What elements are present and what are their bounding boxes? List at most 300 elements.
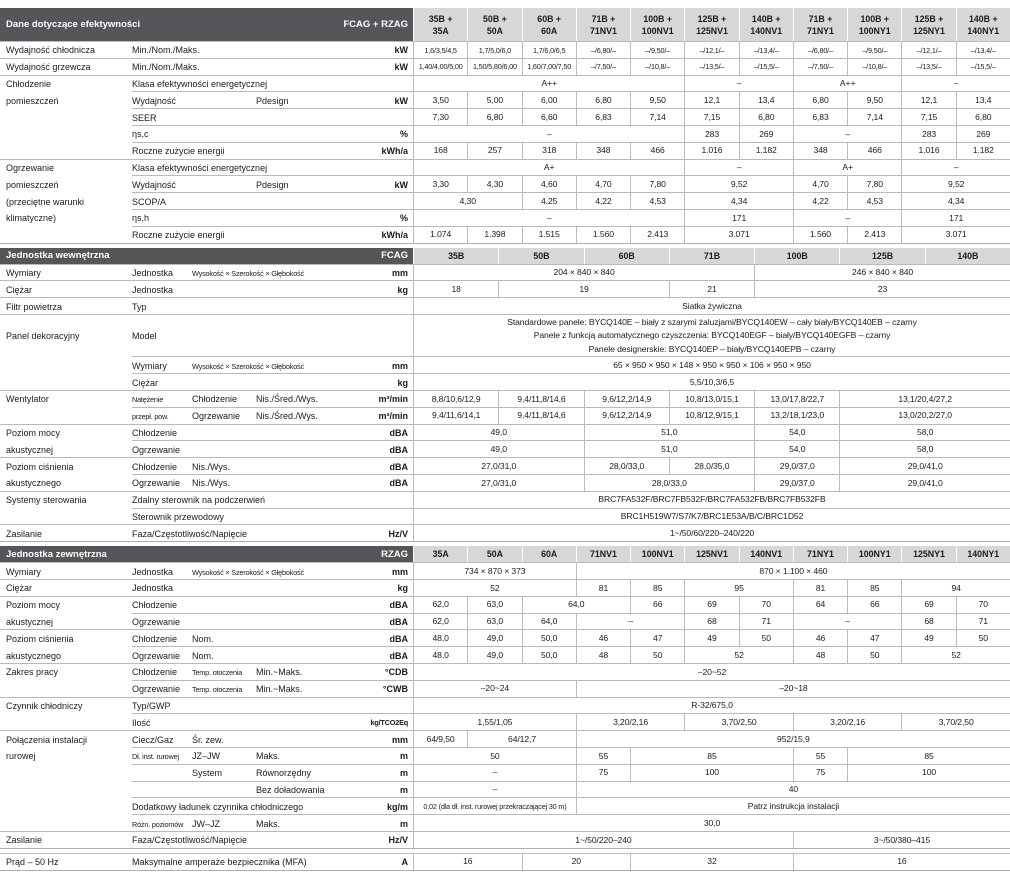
row-body [132,91,1010,108]
label-text: Poziom ciśnienia [6,461,74,472]
label-text: Chłodzenie [132,633,178,644]
row-label [0,75,132,92]
spec-cell: 46 [793,630,847,646]
row-sublabel [256,335,406,336]
spec-cell: 66 [630,597,684,613]
spec-row [0,58,1010,75]
row-sublabels [132,193,413,209]
spec-cell: 64/9,50 [413,731,467,747]
spec-cell: 47 [847,630,901,646]
row-cells [413,441,1010,457]
unit-label: kWh/a [381,146,408,157]
row-sublabels [132,42,413,58]
spec-row [0,697,1010,714]
row-cells [413,509,1010,525]
row-sublabel [132,566,192,577]
spec-cell: BRC1H519W7/S7/K7/BRC1E53A/B/C/BRC1D52 [413,509,1010,525]
label-text: Zasilanie [6,835,43,846]
unit-label [406,167,413,168]
spec-cell: 9,4/11,6/14,1 [413,408,498,424]
spec-cell: 2.413 [847,227,901,243]
label-text: Nom. [192,650,214,661]
spec-row [0,91,1010,108]
row-sublabels [132,441,413,457]
spec-cell: 3.071 [901,227,1010,243]
row-sublabel [132,511,224,522]
row-sublabel [289,234,380,235]
label-text: Dł. inst. rurowej [132,752,179,762]
unit-label: mm [391,734,408,745]
label-text: Chłodzenie [192,394,238,405]
spec-row [0,209,1010,226]
row-sublabel [256,683,381,694]
row-cells [413,92,1010,108]
spec-cell: 1,40/4,00/5,00 [413,59,467,75]
row-sublabel [192,650,256,661]
row-body [132,297,1010,314]
label-text: Ogrzewanie [132,617,181,627]
label-text: pomieszczeń [6,179,59,190]
spec-cell: 6,00 [522,92,576,108]
row-sublabel [192,621,256,622]
row-sublabels [132,281,413,297]
label-text: Min.~Maks. [256,667,303,678]
unit-label [406,306,413,307]
unit-label: kW [394,95,408,106]
row-sublabels [132,315,413,357]
spec-row [0,108,1010,125]
unit-label: mm [391,360,408,371]
row-body [132,209,1010,226]
label-text: Ciężar [132,377,159,388]
row-sublabels [132,227,413,243]
label-text: Min./Nom./Maks. [132,45,200,56]
spec-cell: – [901,160,1010,176]
row-cells [413,731,1010,747]
row-body [132,108,1010,125]
label-text: Równorzędny [256,768,312,779]
row-body [132,747,1010,764]
label-text: ηs,h [132,213,150,224]
spec-cell: 49 [901,630,955,646]
row-label [0,562,132,579]
row-sublabel [132,145,225,156]
spec-cell: 49,0 [467,647,521,663]
spec-cell: 46 [576,630,630,646]
row-body [132,373,1010,390]
spec-cell: 4,70 [576,176,630,192]
row-body [132,142,1010,159]
row-cells [413,854,1010,870]
spec-row [0,680,1010,697]
unit-label: m³/min [378,394,408,405]
row-cells [413,681,1010,697]
label-text: Jednostka [132,583,174,594]
row-body [132,226,1010,243]
label-text: Śr. zew. [192,734,224,745]
label-text: Ogrzewanie [132,478,181,489]
row-sublabel [256,432,388,433]
unit-label: m³/min [378,411,408,422]
spec-cell: 48 [793,647,847,663]
label-text: Panel dekoracyjny [6,331,80,342]
row-sublabel [256,750,398,761]
row-body [132,697,1010,714]
spec-cell: 870 × 1.100 × 460 [576,563,1010,579]
row-cells [413,475,1010,491]
spec-cell: 13,0/20,2/27,0 [839,408,1010,424]
row-sublabel [192,750,256,761]
spec-cell: 7,14 [847,109,901,125]
row-sublabels [132,782,413,798]
row-sublabels [132,765,413,781]
row-cells [413,408,1010,424]
column-header: 140NY1 [956,546,1010,562]
spec-cell: 62,0 [413,597,467,613]
spec-cell: –/15,5/– [739,59,793,75]
unit-label: % [399,213,408,224]
row-sublabel [132,772,192,773]
label-text: Min./Nom./Maks. [132,62,200,73]
row-label [0,713,132,730]
unit-label [406,83,413,84]
row-sublabel [192,410,256,421]
row-cells [413,374,1010,390]
unit-label: m [399,768,408,779]
unit-label: dBA [389,461,408,472]
row-sublabel [331,167,406,168]
row-sublabel [192,461,256,472]
row-sublabels [132,92,413,108]
spec-cell: 168 [413,143,467,159]
row-label [0,280,132,297]
unit-label: dBA [389,444,408,455]
spec-row [0,797,1010,814]
spec-cell: 3~/50/380–415 [793,832,1010,848]
column-header: 35A [413,546,467,562]
unit-label: A [401,857,408,868]
row-sublabel [371,861,400,862]
spec-cell: 85 [630,580,684,596]
spec-cell: 4,34 [901,193,1010,209]
spec-cell: 51,0 [584,441,755,457]
spec-cell: 7,15 [684,109,738,125]
row-body [132,159,1010,176]
label-text: Chłodzenie [132,600,178,611]
spec-cell: 52 [901,647,1010,663]
row-label [0,159,132,176]
label-text: Model [132,331,157,342]
unit-label: kg [397,377,408,388]
row-sublabel [132,377,192,388]
spec-cell: 9,6/12,2/14,9 [584,408,669,424]
spec-cell: 4,53 [847,193,901,209]
spec-cell: 71 [739,614,793,630]
spec-cell: 10,8/13,0/15,1 [669,391,754,407]
label-text: JZ–JW [192,751,220,762]
label-text: SCOP/A [132,196,167,207]
label-text: Poziom mocy [6,428,61,439]
label-text: Wysokość × Szerokość × Głębokość [192,268,304,278]
spec-row [0,264,1010,281]
spec-cell: 9,50 [630,92,684,108]
unit-label: kW [394,45,408,56]
spec-cell: 269 [739,126,793,142]
row-sublabel [256,767,398,778]
label-text: Jednostka [132,566,174,577]
spec-cell: 1,7/5,0/6,0 [467,42,521,58]
spec-cell: 49,0 [467,630,521,646]
row-label [0,314,132,357]
section-header [0,8,1010,41]
spec-row [0,280,1010,297]
spec-cell: 1.016 [684,143,738,159]
row-sublabel [192,117,256,118]
row-sublabels [132,731,413,747]
row-sublabel [132,734,192,745]
label-text: Nis./Śred./Wys. [256,411,318,422]
spec-cell: 64,0 [522,597,631,613]
unit-label: kg [397,284,408,295]
row-sublabels [132,374,413,390]
spec-cell: 70 [956,597,1010,613]
label-text: Wysokość × Szerokość × Głębokość [192,567,304,577]
spec-cell: 1~/50/220–240 [413,832,793,848]
row-sublabel [192,767,256,778]
row-cells [413,458,1010,474]
column-header: 125B + 125NY1 [901,8,955,41]
row-sublabel [256,393,376,404]
row-body [132,562,1010,579]
row-sublabel [132,717,192,728]
spec-cell: 4,60 [522,176,576,192]
row-sublabels [132,76,413,92]
row-body [132,491,1010,508]
row-label [0,58,132,75]
column-header: 125B [839,248,924,264]
spec-cell: 29,0/41,0 [839,458,1010,474]
row-sublabel [192,306,256,307]
label-text: akustycznego [6,650,62,661]
spec-cell: 3,70/2,50 [901,714,1010,730]
row-sublabels [132,509,413,525]
spec-cell: –/7,50/– [576,59,630,75]
row-sublabel [192,705,256,706]
row-cells [413,698,1010,714]
row-cells [413,664,1010,680]
spec-cell: 7,14 [630,109,684,125]
unit-label: kg [397,583,408,594]
spec-cell: – [413,210,684,226]
row-sublabel [192,360,304,371]
row-sublabel [264,66,393,67]
row-label [0,491,132,508]
spec-cell: 28,0/35,0 [669,458,754,474]
spec-cell: 3,30 [413,176,467,192]
row-sublabel [192,184,256,185]
section-title: Jednostka zewnętrzna [6,548,107,560]
spec-row [0,596,1010,613]
row-sublabel [132,789,192,790]
row-body [132,264,1010,281]
row-sublabel [132,78,267,89]
row-sublabels [132,714,413,730]
row-body [132,797,1010,814]
label-text: klimatyczne) [6,213,57,224]
spec-cell: 21 [669,281,754,297]
row-sublabel [367,806,385,807]
row-sublabel [192,789,256,790]
row-label [0,764,132,781]
row-sublabels [132,408,413,424]
row-body [132,646,1010,663]
spec-row [0,175,1010,192]
row-sublabel [192,382,256,383]
label-text: Typ/GWP [132,700,171,711]
spec-cell: – [793,614,902,630]
spec-cell: 16 [413,854,522,870]
row-sublabel [132,444,192,455]
spec-row [0,562,1010,579]
spec-cell: 6,83 [793,109,847,125]
section-model-code: RZAG [381,548,408,560]
row-body [132,663,1010,680]
spec-cell: 3,20/2,16 [576,714,685,730]
spec-row [0,75,1010,92]
spec-cell: A+ [413,160,684,176]
spec-cell: 13,0/17,8/22,7 [754,391,839,407]
spec-cell: 1,60/7,00/7,50 [522,59,576,75]
spec-cell: 6,80 [739,109,793,125]
label-text: Zakres pracy [6,667,59,678]
spec-cell: 1,6/3,5/4,5 [413,42,467,58]
row-sublabels [132,357,413,373]
row-label [0,596,132,613]
unit-label: m [399,784,408,795]
row-cells [413,714,1010,730]
row-sublabel [192,100,256,101]
row-cells [413,597,1010,613]
spec-row [0,853,1010,870]
spec-cell: Siatka żywiczna [413,298,1010,314]
row-sublabel [132,834,247,845]
row-body [132,407,1010,424]
row-sublabels [132,109,413,125]
spec-cell: BRC7FA532F/BRC7FB532F/BRC7FA532FB/BRC7FB532FB [413,492,1010,508]
spec-cell: 171 [684,210,793,226]
spec-cell: 1.182 [739,143,793,159]
row-sublabel [256,705,406,706]
spec-cell: 4,25 [522,193,576,209]
row-label [0,524,132,541]
column-header: 35B [413,248,498,264]
row-cells [413,748,1010,764]
label-text: Typ [132,301,147,312]
spec-cell: 9,6/12,2/14,9 [584,391,669,407]
spec-row [0,373,1010,390]
column-header: 100B + 100NV1 [630,8,684,41]
spec-cell: 2.413 [630,227,684,243]
unit-label: kWh/a [381,230,408,241]
spec-cell: 50 [630,647,684,663]
row-sublabel [132,477,192,488]
label-text: Wymiary [6,566,41,577]
row-sublabel [256,587,395,588]
section-title-bar [0,546,413,562]
row-cells [413,832,1010,848]
spec-row [0,125,1010,142]
row-sublabel [256,133,398,134]
unit-label [406,117,413,118]
row-sublabel [192,477,256,488]
row-cells [413,492,1010,508]
spec-cell: –/10,8/– [630,59,684,75]
label-text: Pdesign [256,95,289,106]
row-sublabel [256,306,406,307]
row-sublabel [256,818,398,829]
spec-cell: 1.398 [467,227,521,243]
row-sublabel [265,499,329,500]
spec-cell: 68 [901,614,955,630]
spec-row [0,579,1010,596]
row-sublabel [132,330,192,341]
row-sublabels [132,748,413,764]
row-sublabel [132,360,192,371]
spec-cell: 29,0/37,0 [754,475,839,491]
row-sublabel [192,587,256,588]
row-sublabel [132,301,192,312]
label-text: Ogrzewanie [132,444,181,455]
spec-cell: 6,80 [467,109,521,125]
spec-cell: 52 [413,580,576,596]
row-sublabel [132,128,192,139]
spec-cell: – [684,76,793,92]
spec-cell: –20~24 [413,681,576,697]
label-text: Maks. [256,818,281,829]
row-body [132,831,1010,848]
row-label [0,209,132,226]
spec-cell: 283 [901,126,955,142]
spec-cell: 32 [630,854,793,870]
spec-row [0,457,1010,474]
column-header: 35B + 35A [413,8,467,41]
spec-row [0,356,1010,373]
label-text: Chłodzenie [6,78,52,89]
row-label [0,663,132,680]
spec-cell: – [901,76,1010,92]
spec-cell: A++ [413,76,684,92]
spec-cell: 64 [793,597,847,613]
label-text: Klasa efektywności energetycznej [132,162,268,173]
label-text: Roczne zużycie energii [132,230,225,241]
row-body [132,730,1010,747]
spec-row [0,663,1010,680]
unit-label: m [399,751,408,762]
unit-label: m [399,818,408,829]
label-text: akustycznej [6,444,54,455]
section-title-bar [0,248,413,264]
row-cells [413,765,1010,781]
spec-cell: 466 [630,143,684,159]
spec-cell: 13,1/20,4/27,2 [839,391,1010,407]
row-label [0,814,132,831]
row-sublabel [256,466,388,467]
spec-row [0,730,1010,747]
row-cells [413,357,1010,373]
row-body [132,764,1010,781]
column-header: 50B + 50A [467,8,521,41]
row-sublabels [132,580,413,596]
